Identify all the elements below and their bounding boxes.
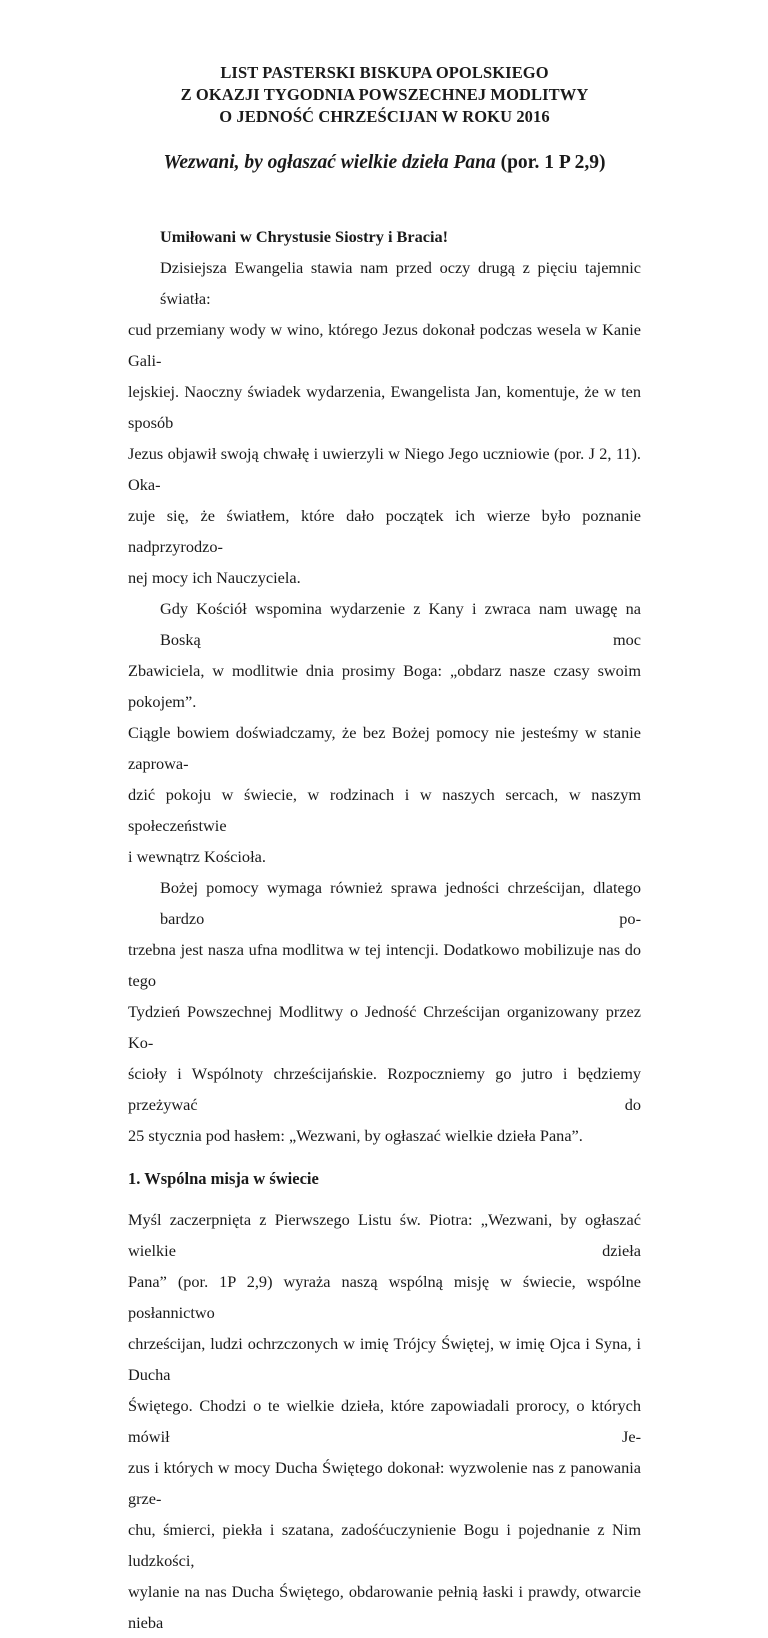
subtitle-reference: (por. 1 P 2,9) bbox=[500, 152, 606, 173]
paragraph-line: dzić pokoju w świecie, w rodzinach i w naszych sercach, w naszym społeczeństwie bbox=[128, 785, 641, 835]
paragraph-line: zus i których w mocy Ducha Świętego dokonał: wyzwolenie nas z panowania grze- bbox=[128, 1458, 641, 1508]
paragraph-line: Jezus objawił swoją chwałę i uwierzyli w Niego Jego uczniowie (por. J 2, 11). Oka- bbox=[128, 444, 641, 494]
paragraph-1 bbox=[128, 252, 641, 593]
paragraph-line: cud przemiany wody w wino, którego Jezus dokonał podczas wesela w Kanie Gali- bbox=[128, 320, 641, 370]
paragraph-line: Pana” (por. 1P 2,9) wyraża naszą wspólną misję w świecie, wspólne posłannictwo bbox=[128, 1272, 641, 1322]
letter-subtitle bbox=[128, 150, 641, 176]
page-content bbox=[128, 0, 641, 1638]
paragraph-line: lejskiej. Naoczny świadek wydarzenia, Ewangelista Jan, komentuje, że w ten sposób bbox=[128, 382, 641, 432]
paragraph-line: Dzisiejsza Ewangelia stawia nam przed oczy drugą z pięciu tajemnic światła: bbox=[160, 258, 641, 308]
paragraph-line: Myśl zaczerpnięta z Pierwszego Listu św. Piotra: „Wezwani, by ogłaszać wielkie dzieła bbox=[128, 1210, 641, 1260]
section-title: 1. Wspólna misja w świecie bbox=[128, 1169, 319, 1188]
paragraph-line: wylanie na nas Ducha Świętego, obdarowanie pełnią łaski i prawdy, otwarcie nieba bbox=[128, 1582, 641, 1632]
heading-line-1: LIST PASTERSKI BISKUPA OPOLSKIEGO bbox=[220, 63, 549, 82]
paragraph-line: zuje się, że światłem, które dało początek ich wierze było poznanie nadprzyrodzo- bbox=[128, 506, 641, 556]
paragraph-line: Tydzień Powszechnej Modlitwy o Jedność Chrześcijan organizowany przez Ko- bbox=[128, 1002, 641, 1052]
paragraph-line: Gdy Kościół wspomina wydarzenie z Kany i zwraca nam uwagę na Boską moc bbox=[160, 599, 641, 649]
paragraph-line: nej mocy ich Nauczyciela. bbox=[128, 568, 301, 587]
heading-line-3: O JEDNOŚĆ CHRZEŚCIJAN W ROKU 2016 bbox=[219, 107, 550, 126]
paragraph-line: ścioły i Wspólnoty chrześcijańskie. Rozpoczniemy go jutro i będziemy przeżywać do bbox=[128, 1064, 641, 1114]
paragraph-line: i wewnątrz Kościoła. bbox=[128, 847, 266, 866]
paragraph-line: Bożej pomocy wymaga również sprawa jedności chrześcijan, dlatego bardzo po- bbox=[160, 878, 641, 928]
section-1-paragraph bbox=[128, 1204, 641, 1638]
paragraph-line: Ciągle bowiem doświadczamy, że bez Bożej pomocy nie jesteśmy w stanie zaprowa- bbox=[128, 723, 641, 773]
paragraph-line: 25 stycznia pod hasłem: „Wezwani, by ogłaszać wielkie dzieła Pana”. bbox=[128, 1126, 583, 1145]
salutation: Umiłowani w Chrystusie Siostry i Bracia! bbox=[160, 227, 449, 246]
letter-heading bbox=[128, 62, 641, 128]
heading-line-2: Z OKAZJI TYGODNIA POWSZECHNEJ MODLITWY bbox=[180, 85, 589, 104]
paragraph-line: Zbawiciela, w modlitwie dnia prosimy Boga: „obdarz nasze czasy swoim pokojem”. bbox=[128, 661, 641, 711]
subtitle-motto: Wezwani, by ogłaszać wielkie dzieła Pana bbox=[163, 152, 496, 173]
paragraph-line: Świętego. Chodzi o te wielkie dzieła, które zapowiadali prorocy, o których mówił Je- bbox=[128, 1396, 641, 1446]
letter-body bbox=[128, 221, 641, 1638]
paragraph-line: trzebna jest nasza ufna modlitwa w tej intencji. Dodatkowo mobilizuje nas do tego bbox=[128, 940, 641, 990]
paragraph-3 bbox=[128, 872, 641, 1151]
paragraph-2 bbox=[128, 593, 641, 872]
paragraph-line: chu, śmierci, piekła i szatana, zadośćuczynienie Bogu i pojednanie z Nim ludzkości, bbox=[128, 1520, 641, 1570]
paragraph-line: chrześcijan, ludzi ochrzczonych w imię Trójcy Świętej, w imię Ojca i Syna, i Ducha bbox=[128, 1334, 641, 1384]
